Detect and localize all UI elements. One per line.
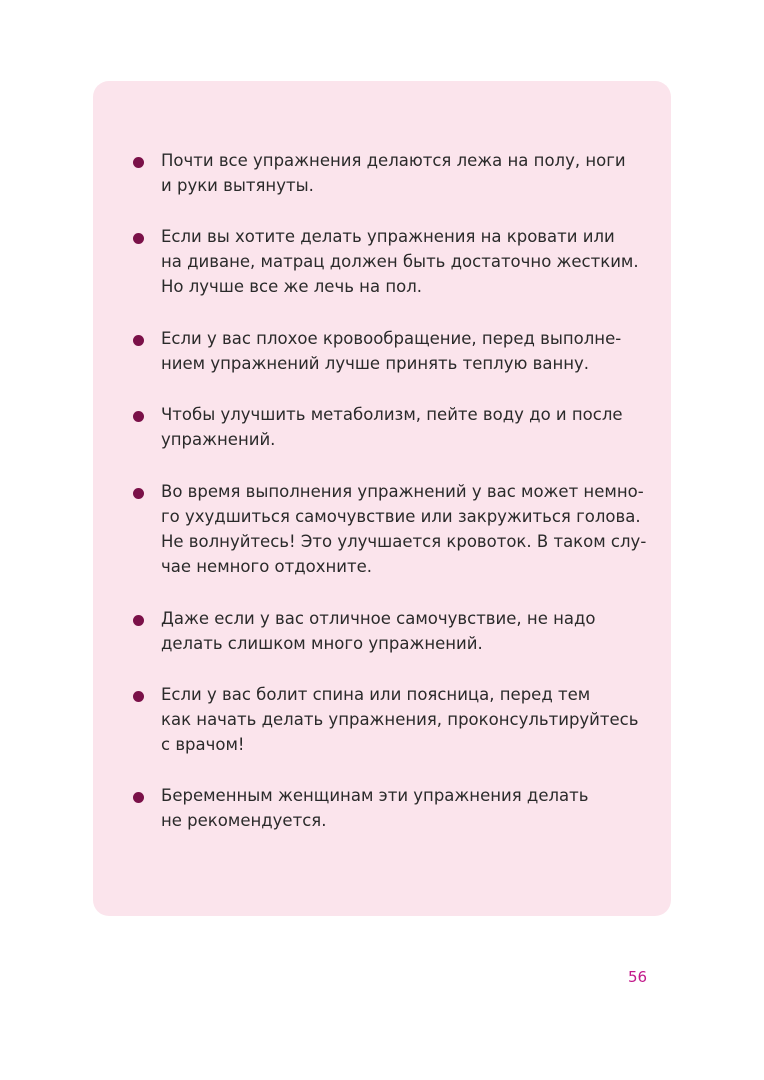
- list-item-text: Чтобы улучшить метаболизм, пейте воду до и после упражнений.: [161, 405, 623, 449]
- bullet-icon: [133, 691, 144, 702]
- bullet-icon: [133, 488, 144, 499]
- list-item-text: Беременным женщинам эти упражнения делать не рекомендуется.: [161, 786, 589, 830]
- bullet-icon: [133, 233, 144, 244]
- list-item-text: Даже если у вас отличное самочувствие, не надо делать слишком много упражнений.: [161, 609, 596, 653]
- bullet-icon: [133, 157, 144, 168]
- page-number: 56: [628, 968, 648, 986]
- list-item-text: Если у вас плохое кровообращение, перед выполне- нием упражнений лучше принять теплую ванну.: [161, 329, 622, 373]
- list-item-text: Если у вас болит спина или поясница, перед тем как начать делать упражнения, проконсультируйтесь с врачом!: [161, 685, 639, 754]
- bullet-icon: [133, 615, 144, 626]
- bullet-icon: [133, 411, 144, 422]
- list-item-text: Во время выполнения упражнений у вас может немно- го ухудшиться самочувствие или закружиться голова. Не волнуйтесь! Это улучшается кровоток. В таком слу- чае немного отдохните.: [161, 482, 647, 576]
- list-item-text: Если вы хотите делать упражнения на кровати или на диване, матрац должен быть достаточно жестким. Но лучше все же лечь на пол.: [161, 227, 639, 296]
- list-item-text: Почти все упражнения делаются лежа на полу, ноги и руки вытянуты.: [161, 151, 626, 195]
- bullet-icon: [133, 792, 144, 803]
- bullet-icon: [133, 335, 144, 346]
- tips-card: [93, 81, 671, 916]
